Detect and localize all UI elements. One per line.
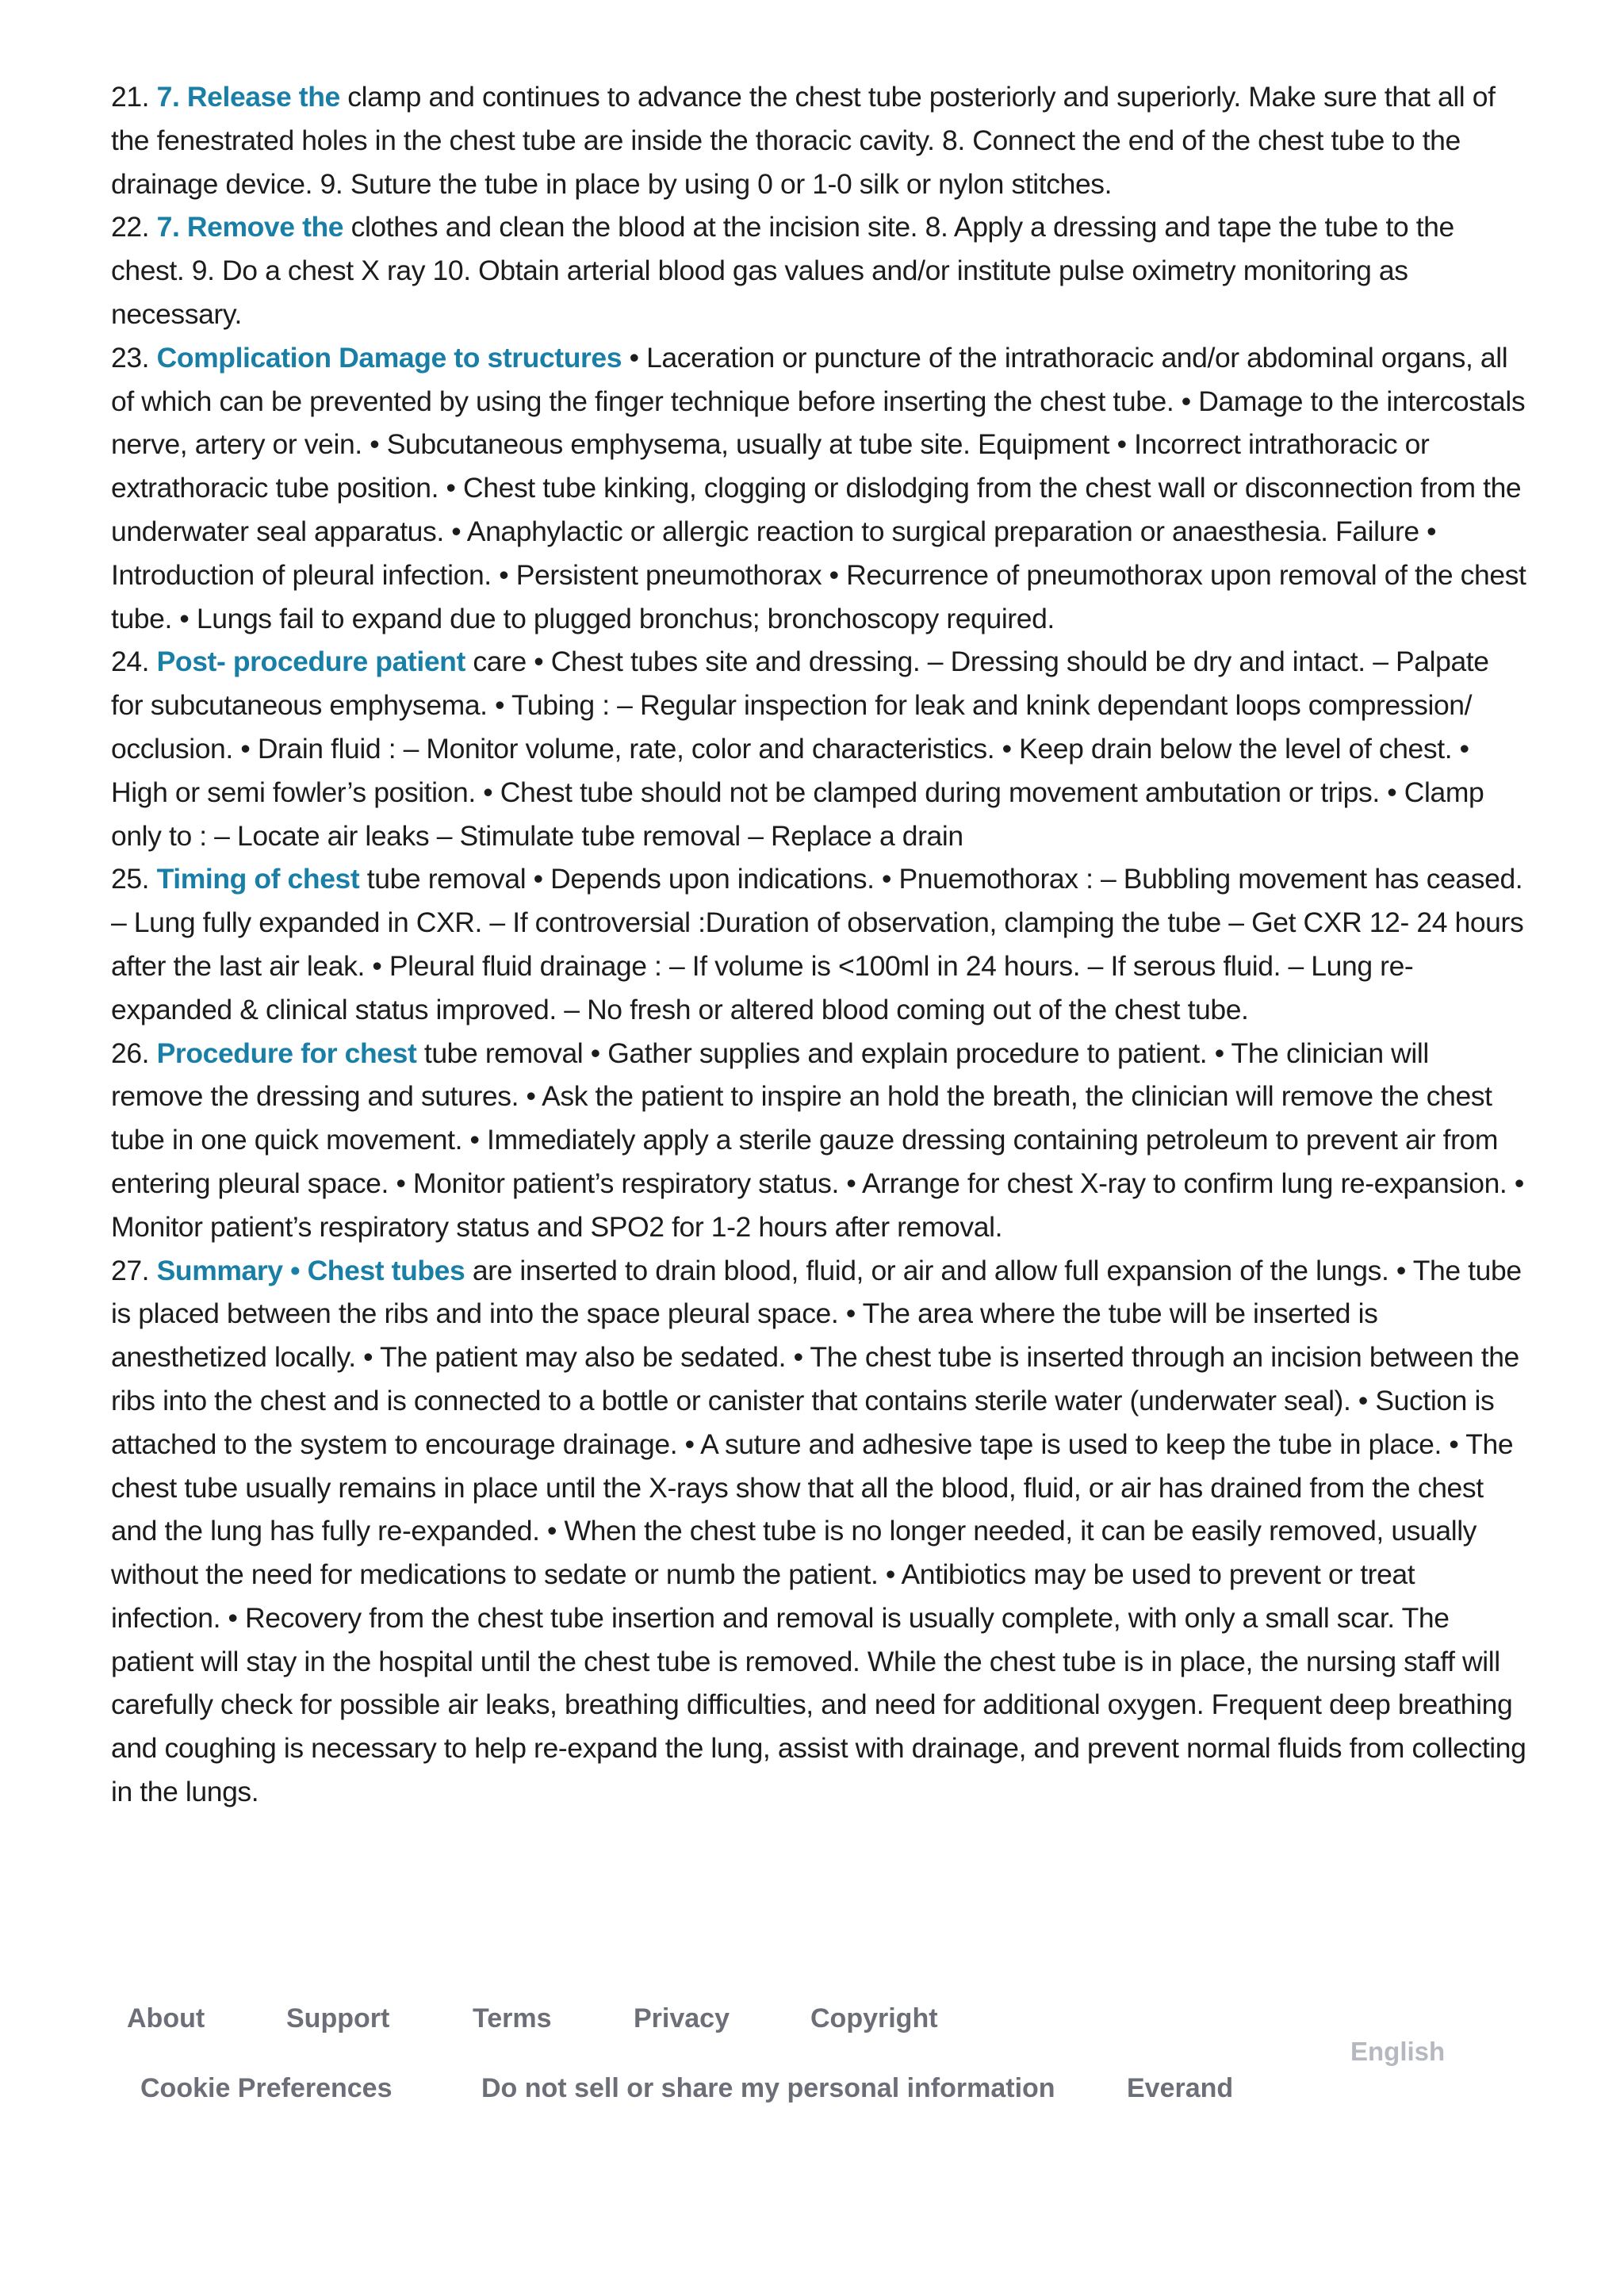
- paragraph-22: [111, 205, 1526, 335]
- language-selector[interactable]: English: [1350, 2037, 1446, 2066]
- paragraph-27: [111, 1249, 1526, 1814]
- paragraph-number: 26.: [111, 1037, 150, 1069]
- paragraph-number: 27.: [111, 1254, 150, 1286]
- paragraph-24: [111, 640, 1526, 857]
- paragraph-number: 25.: [111, 863, 150, 895]
- document-text: [111, 75, 1526, 1814]
- paragraph-heading-link[interactable]: Post- procedure patient: [156, 646, 465, 678]
- footer-link-do-not-sell[interactable]: Do not sell or share my personal information: [481, 2073, 1055, 2103]
- paragraph-heading-link[interactable]: Summary • Chest tubes: [156, 1254, 465, 1286]
- paragraph-number: 22.: [111, 211, 150, 243]
- paragraph-number: 24.: [111, 646, 150, 678]
- paragraph-body: tube removal • Depends upon indications. • Pnuemothorax : – Bubbling movement has ceased. – Lung fully expanded in CXR. – If controversial :Duration of observation, clamping the tube – Get CXR 12- 24 hours after the last air leak. • Pleural fluid drainage : – If volume is <100ml in 24 hours. – If serous fluid. – Lung re-expanded & clinical status improved. – No fresh or altered blood coming out of the chest tube.: [111, 863, 1524, 1025]
- paragraph-heading-link[interactable]: 7. Remove the: [156, 211, 344, 243]
- paragraph-body: tube removal • Gather supplies and explain procedure to patient. • The clinician will remove the dressing and sutures. • Ask the patient to inspire an hold the breath, the clinician will remove the chest tube in one quick movement. • Immediately apply a sterile gauze dressing containing petroleum to prevent air from entering pleural space. • Monitor patient’s respiratory status. • Arrange for chest X-ray to confirm lung re-expansion. • Monitor patient’s respiratory status and SPO2 for 1-2 hours after removal.: [111, 1037, 1524, 1243]
- paragraph-heading-link[interactable]: 7. Release the: [156, 81, 340, 113]
- paragraph-body: clothes and clean the blood at the incision site. 8. Apply a dressing and tape the tube to the chest. 9. Do a chest X ray 10. Obtain arterial blood gas values and/or institute pulse oximetry monitoring as necessary.: [111, 211, 1454, 330]
- footer-link-copyright[interactable]: Copyright: [810, 2003, 938, 2033]
- footer-link-about[interactable]: About: [127, 2003, 205, 2033]
- footer-link-privacy[interactable]: Privacy: [634, 2003, 730, 2033]
- paragraph-body: care • Chest tubes site and dressing. – Dressing should be dry and intact. – Palpate for subcutaneous emphysema. • Tubing : – Regular inspection for leak and knink dependant loops compression/ occlusion. • Drain fluid : – Monitor volume, rate, color and characteristics. • Keep drain below the level of chest. • High or semi fowler’s position. • Chest tube should not be clamped during movement ambutation or trips. • Clamp only to : – Locate air leaks – Stimulate tube removal – Replace a drain: [111, 646, 1489, 852]
- paragraph-number: 21.: [111, 81, 150, 113]
- paragraph-body: are inserted to drain blood, fluid, or air and allow full expansion of the lungs. • The tube is placed between the ribs and into the space pleural space. • The area where the tube will be inserted is anesthetized locally. • The patient may also be sedated. • The chest tube is inserted through an incision between the ribs into the chest and is connected to a bottle or canister that contains sterile water (underwater seal). • Suction is attached to the system to encourage drainage. • A suture and adhesive tape is used to keep the tube in place. • The chest tube usually remains in place until the X-rays show that all the blood, fluid, or air has drained from the chest and the lung has fully re-expanded. • When the chest tube is no longer needed, it can be easily removed, usually without the need for medications to sedate or numb the patient. • Antibiotics may be used to prevent or treat infection. • Recovery from the chest tube insertion and removal is usually complete, with only a small scar. The patient will stay in the hospital until the chest tube is removed. While the chest tube is in place, the nursing staff will carefully check for possible air leaks, breathing difficulties, and need for additional oxygen. Frequent deep breathing and coughing is necessary to help re-expand the lung, assist with drainage, and prevent normal fluids from collecting in the lungs.: [111, 1254, 1526, 1808]
- paragraph-23: [111, 336, 1526, 641]
- paragraph-heading-link[interactable]: Complication Damage to structures: [156, 341, 622, 374]
- paragraph-number: 23.: [111, 341, 150, 374]
- paragraph-heading-link[interactable]: Procedure for chest: [156, 1037, 417, 1069]
- footer-link-everand[interactable]: Everand: [1127, 2073, 1234, 2103]
- footer-link-cookie-preferences[interactable]: Cookie Preferences: [140, 2073, 393, 2103]
- footer-link-support[interactable]: Support: [286, 2003, 390, 2033]
- paragraph-heading-link[interactable]: Timing of chest: [156, 863, 360, 895]
- paragraph-body: clamp and continues to advance the chest tube posteriorly and superiorly. Make sure that all of the fenestrated holes in the chest tube are inside the thoracic cavity. 8. Connect the end of the chest tube to the drainage device. 9. Suture the tube in place by using 0 or 1-0 silk or nylon stitches.: [111, 81, 1496, 200]
- paragraph-21: [111, 75, 1526, 205]
- paragraph-26: [111, 1032, 1526, 1249]
- paragraph-body: • Laceration or puncture of the intrathoracic and/or abdominal organs, all of which can be prevented by using the finger technique before inserting the chest tube. • Damage to the intercostals nerve, artery or vein. • Subcutaneous emphysema, usually at tube site. Equipment • Incorrect intrathoracic or extrathoracic tube position. • Chest tube kinking, clogging or dislodging from the chest wall or disconnection from the underwater seal apparatus. • Anaphylactic or allergic reaction to surgical preparation or anaesthesia. Failure • Introduction of pleural infection. • Persistent pneumothorax • Recurrence of pneumothorax upon removal of the chest tube. • Lungs fail to expand due to plugged bronchus; bronchoscopy required.: [111, 341, 1526, 634]
- footer-link-terms[interactable]: Terms: [473, 2003, 552, 2033]
- paragraph-25: [111, 857, 1526, 1031]
